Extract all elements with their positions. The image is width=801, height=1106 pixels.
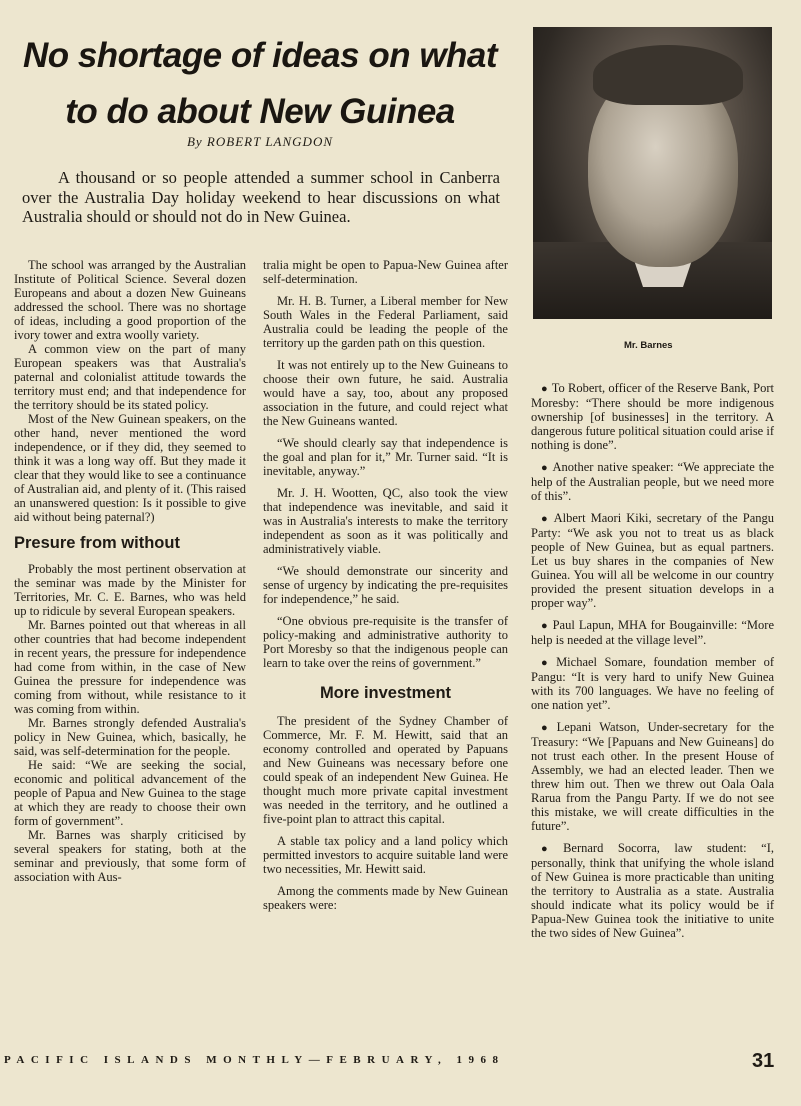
paragraph: “One obvious pre-requisite is the transfer of policy-making and administrative authority to Port Moresby so that the indigenous people can learn to take over the reins of government.” — [263, 614, 508, 670]
quote-item: ● Paul Lapun, MHA for Bougainville: “More help is needed at the village level”. — [531, 618, 774, 647]
bullet-icon: ● — [541, 843, 560, 855]
paragraph: tralia might be open to Papua-New Guinea after self-determination. — [263, 258, 508, 286]
paragraph: Mr. Barnes was sharply criticised by several speakers for stating, both at the seminar and previously, that some form of association with Aus- — [14, 828, 246, 884]
paragraph: Mr. H. B. Turner, a Liberal member for New South Wales in the Federal Parliament, said Australia could be leading the people of the territory up the garden path on this question. — [263, 294, 508, 350]
quote-item: ● Bernard Socorra, law student: “I, personally, think that unifying the whole island of New Guinea is more practicable than uniting the territory to Australia as a state. Australia should indicate what its policy would be if Papua-New Guinea took the initiative to unite the two sides of New Guinea”. — [531, 841, 774, 940]
paragraph: Mr. Barnes strongly defended Australia's policy in New Guinea, which, basically, he said, was self-determination for the people. — [14, 716, 246, 758]
article-column-3 — [531, 381, 774, 948]
quote-item: ● To Robert, officer of the Reserve Bank, Port Moresby: “There should be more indigenous ownership [of businesses] in the territory. A dangerous future political situation could arise if nothing is done”. — [531, 381, 774, 452]
headline — [20, 28, 500, 140]
paragraph: Probably the most pertinent observation at the seminar was made by the Minister for Territories, Mr. C. E. Barnes, who was held up to ridicule by several European speakers. — [14, 562, 246, 618]
headline-line-2: to do about New Guinea — [65, 92, 455, 131]
page-number: 31 — [752, 1050, 775, 1072]
portrait-photo — [533, 27, 772, 319]
paragraph: A stable tax policy and a land policy which permitted investors to acquire suitable land were two necessities, Mr. Hewitt said. — [263, 834, 508, 876]
quote-item: ● Michael Somare, foundation member of Pangu: “It is very hard to unify New Guinea with its 700 languages. We have no feeling of one nation yet”. — [531, 655, 774, 712]
headline-line-1: No shortage of ideas on what — [22, 36, 498, 75]
paragraph: Most of the New Guinean speakers, on the other hand, never mentioned the word independence, or if they did, they seemed to think it was a long way off. But they made it clear that they would like to see a continuance of Australian aid, and plenty of it. (This raised an unanswered question: Is it possible to give aid without being paternal?) — [14, 412, 246, 524]
bullet-icon: ● — [541, 620, 549, 632]
subheading: Presure from without — [14, 534, 180, 552]
paragraph: “We should demonstrate our sincerity and sense of urgency by indicating the pre-requisites for independence,” he said. — [263, 564, 508, 606]
paragraph: A common view on the part of many European speakers was that Australia's paternal and colonialist attitude towards the territory must end; and that independence for the territory should be its stated policy. — [14, 342, 246, 412]
page-footer — [0, 1050, 801, 1080]
paragraph: The school was arranged by the Australian Institute of Political Science. Several dozen Europeans and about a dozen New Guineans addressed the school. There was no shortage of ideas, including a good proportion of the ivory tower and extra woolly variety. — [14, 258, 246, 342]
paragraph: It was not entirely up to the New Guineans to choose their own future, he said. Australia would have a say, too, about any proposed association in the future, and could reject what the New Guineans wanted. — [263, 358, 508, 428]
bullet-icon: ● — [541, 722, 553, 734]
bullet-icon: ● — [541, 462, 549, 474]
running-title: PACIFIC ISLANDS MONTHLY—FEBRUARY, 1968 — [4, 1054, 505, 1066]
paragraph: The president of the Sydney Chamber of Commerce, Mr. F. M. Hewitt, said that an economy controlled and operated by Papuans and New Guineans was necessary before one could speak of an independent New Guinea. He thought much more private capital investment was needed in the territory, and he outlined a five-point plan to attract this capital. — [263, 714, 508, 826]
quote-item: ● Lepani Watson, Under-secretary for the Treasury: “We [Papuans and New Guineans] do not trust each other. In the present House of Assembly, we had an elected leader. Then we threw him out. Then we threw out Oala Oala Rarua from the Pangu Party. If we do not see this mistake, we will create difficulties in the future”. — [531, 720, 774, 833]
quote-item: ● Another native speaker: “We appreciate the help of the Australian people, but we need more of this”. — [531, 460, 774, 503]
paragraph: Mr. J. H. Wootten, QC, also took the view that independence was inevitable, and said it was in Australia's interests to make the territory independent as soon as it was politically and administratively viable. — [263, 486, 508, 556]
byline: By ROBERT LANGDON — [186, 134, 334, 149]
quote-item: ● Albert Maori Kiki, secretary of the Pangu Party: “We ask you not to treat us as black people of New Guinea, but as equal partners. Let us buy shares in the companies of New Guinea. You will all be welcome in our country provided the present situation develops in a proper way”. — [531, 511, 774, 610]
paragraph: Mr. Barnes pointed out that whereas in all other countries that had become independent in recent years, the pressure for independence had come from within, in the case of New Guinea the pressure for independence was coming from without, while resistance to it was coming from within. — [14, 618, 246, 716]
subheading: More investment — [319, 684, 452, 702]
paragraph: “We should clearly say that independence is the goal and plan for it,” Mr. Turner said. “It is inevitable, anyway.” — [263, 436, 508, 478]
paragraph: He said: “We are seeking the social, economic and political advancement of the people of Papua and New Guinea to the stage at which they are ready to choose their own form of government”. — [14, 758, 246, 828]
bullet-icon: ● — [541, 383, 548, 395]
paragraph: Among the comments made by New Guinean speakers were: — [263, 884, 508, 912]
article-column-1 — [14, 258, 246, 884]
bullet-icon: ● — [541, 657, 553, 669]
intro-paragraph: A thousand or so people attended a summer school in Canberra over the Australia Day holiday weekend to hear discussions on what Australia should or should not do in New Guinea. — [22, 168, 500, 226]
bullet-icon: ● — [541, 513, 550, 525]
photo-caption: Mr. Barnes — [624, 340, 673, 351]
article-column-2 — [263, 258, 508, 920]
